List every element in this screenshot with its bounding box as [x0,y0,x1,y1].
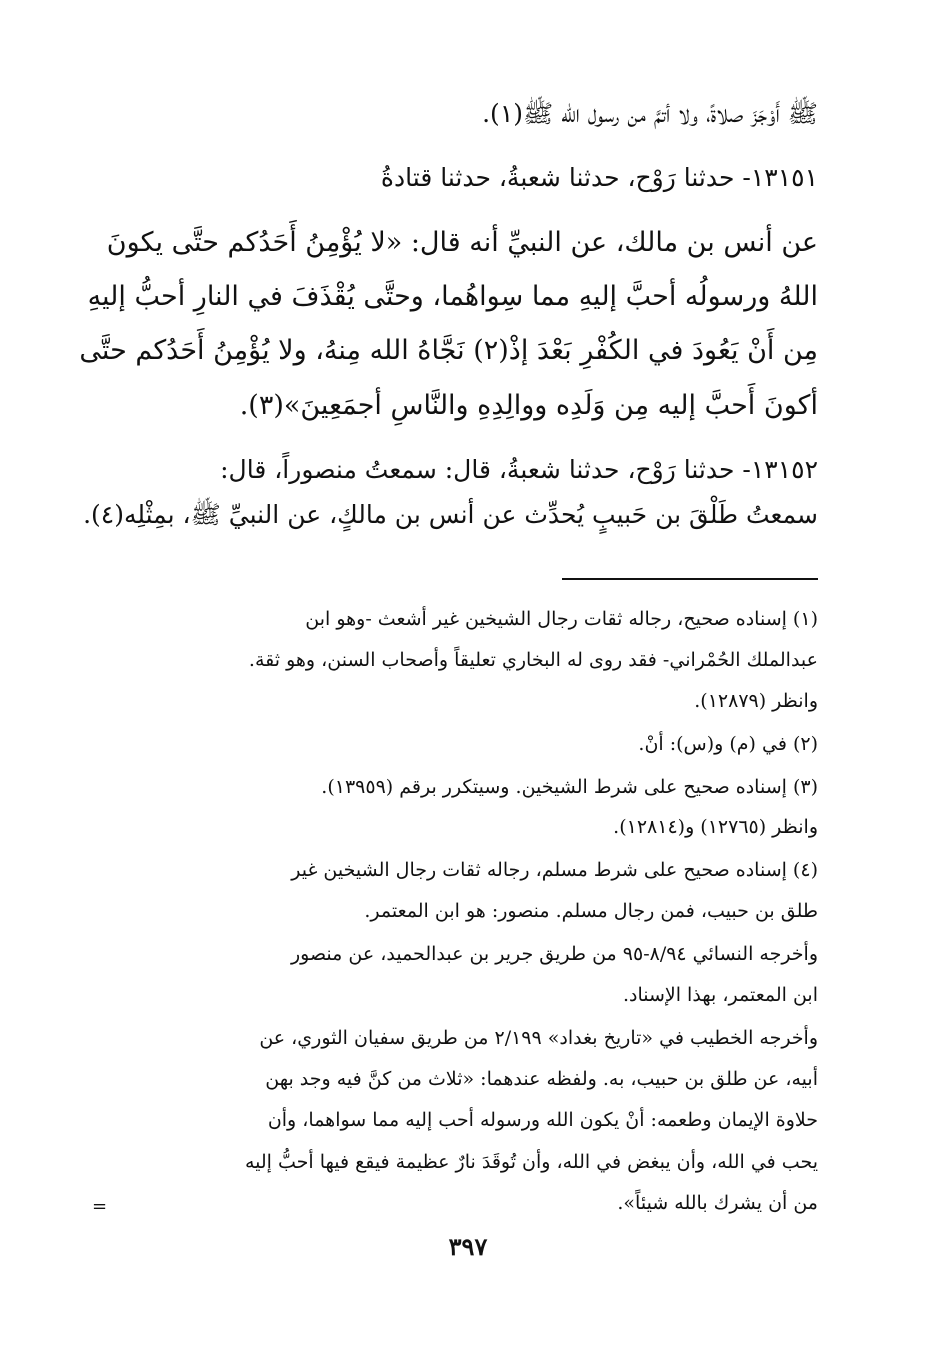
footnote-line: وأخرجه النسائي ٨/٩٤-٩٥ من طريق جرير بن عبدالحميد، عن منصور [290,943,818,965]
footnote-line: وأخرجه الخطيب في «تاريخ بغداد» ٢/١٩٩ من طريق سفيان الثوري، عن [259,1027,818,1049]
main-text-line: ﷺ أَوْجَزَ صلاةً، ولا أتمَّ من رسول الله ﷺ(١). [482,99,818,128]
footnote-line: أبيه، عن طلق بن حبيب، به. ولفظه عندهما: «ثلاث من كنَّ فيه وجد بهن [265,1068,818,1090]
page-number: ٣٩٧ [448,1232,488,1261]
main-text-line: مِن أَنْ يَعُودَ في الكُفْرِ بَعْدَ إذْ(٢) نَجَّاهُ الله مِنهُ، ولا يُؤْمِنُ أَحَدُكم حتَّى [79,335,818,366]
footnote-line: (١) إسناده صحيح، رجاله ثقات رجال الشيخين غير أشعث -وهو ابن [305,608,818,630]
footnote-line: من أن يشرك بالله شيئاً». [617,1192,818,1214]
footnote-line: (٤) إسناده صحيح على شرط مسلم، رجاله ثقات رجال الشيخين غير [291,859,818,881]
footnote-line: ابن المعتمر، بهذا الإسناد. [622,984,818,1006]
continuation-mark: = [92,1196,108,1217]
footnote-divider [562,578,818,580]
footnote-line: (٢) في (م) و(س): أنْ. [638,733,818,755]
main-text-line: عن أنس بن مالك، عن النبيِّ أنه قال: «لا يُؤْمِنُ أَحَدُكم حتَّى يكونَ [106,227,818,258]
main-text-line: ١٣١٥٢- حدثنا رَوْح، حدثنا شعبةُ، قال: سمعتُ منصوراً، قال: [220,455,818,484]
footnote-line: عبدالملك الحُمْراني- فقد روى له البخاري تعليقاً وأصحاب السنن، وهو ثقة. [248,649,818,671]
main-text-line: أكونَ أَحبَّ إليه مِن وَلَدِه ووالِدِهِ والنَّاسِ أجمَعِينَ»(٣). [239,390,818,421]
footnote-line: وانظر (١٢٨٧٩). [694,690,818,712]
footnote-line: (٣) إسناده صحيح على شرط الشيخين. وسيتكرر برقم (١٣٩٥٩). [321,776,818,798]
footnote-line: يحب في الله، وأن يبغض في الله، وأن تُوقَدَ نارٌ عظيمة فيقع فيها أحبُّ إليه [244,1151,818,1173]
footnote-line: وانظر (١٢٧٦٥) و(١٢٨١٤). [613,816,818,838]
main-text-line: اللهُ ورسولُه أحبَّ إليهِ مما سِواهُما، وحتَّى يُقْذَفَ في النارِ أحبُّ إليهِ [87,281,818,312]
footnote-line: حلاوة الإيمان وطعمه: أنْ يكون الله ورسوله أحب إليه مما سواهما، وأن [267,1109,818,1131]
main-text-line: سمعتُ طَلْقَ بن حَبيبٍ يُحدِّث عن أنس بن مالكٍ، عن النبيِّ ﷺ، بمِثْلِه(٤). [83,500,818,529]
main-text-line: ١٣١٥١- حدثنا رَوْح، حدثنا شعبةُ، حدثنا قتادةُ [380,163,818,192]
footnote-line: طلق بن حبيب، فمن رجال مسلم. منصور: هو ابن المعتمر. [364,900,818,922]
